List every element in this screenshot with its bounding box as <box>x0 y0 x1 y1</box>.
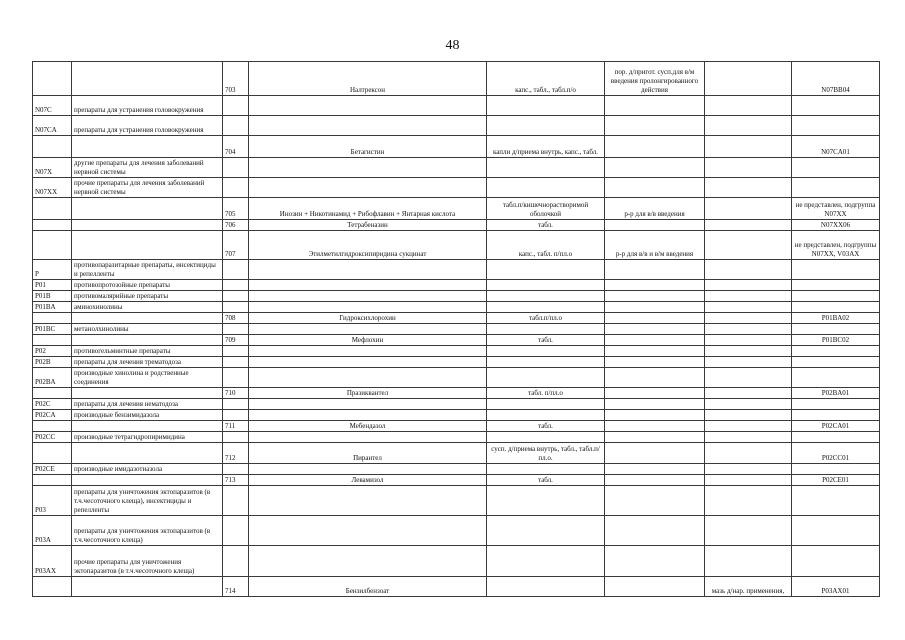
drug-name-cell: Этилметилгидроксипиридина сукцинат <box>249 231 487 260</box>
application-form-cell <box>705 357 792 368</box>
extra-form-cell <box>605 324 705 335</box>
item-number-cell <box>223 410 249 421</box>
dosage-form-cell <box>487 399 605 410</box>
atc-code-cell: N07BB04 <box>792 62 880 96</box>
item-number-cell: 709 <box>223 335 249 346</box>
item-number-cell <box>223 432 249 443</box>
drug-name-cell <box>249 486 487 516</box>
drug-name-cell <box>249 280 487 291</box>
application-form-cell <box>705 136 792 158</box>
drug-name-cell <box>249 368 487 388</box>
application-form-cell <box>705 62 792 96</box>
dosage-form-cell <box>487 577 605 597</box>
atc-code-cell <box>792 158 880 178</box>
application-form-cell <box>705 516 792 546</box>
dosage-form-cell <box>487 357 605 368</box>
extra-form-cell: р-р для в/в и в/м введения <box>605 231 705 260</box>
atc-code-cell <box>792 486 880 516</box>
atc-code-cell: P01BC02 <box>792 335 880 346</box>
group-description-cell <box>72 421 223 432</box>
item-number-cell <box>223 464 249 475</box>
table-row <box>33 260 880 280</box>
application-form-cell <box>705 280 792 291</box>
extra-form-cell <box>605 96 705 116</box>
dosage-form-cell: табл. <box>487 220 605 231</box>
extra-form-cell <box>605 399 705 410</box>
drug-list-table <box>32 61 880 597</box>
drug-name-cell <box>249 96 487 116</box>
drug-name-cell <box>249 116 487 136</box>
item-number-cell <box>223 260 249 280</box>
drug-name-cell: Мебендазол <box>249 421 487 432</box>
dosage-form-cell <box>487 291 605 302</box>
atc-group-code-cell <box>33 220 72 231</box>
application-form-cell <box>705 475 792 486</box>
atc-group-code-cell: P02CA <box>33 410 72 421</box>
group-description-cell: препараты для устранения головокружения <box>72 116 223 136</box>
group-description-cell <box>72 313 223 324</box>
item-number-cell: 710 <box>223 388 249 399</box>
application-form-cell <box>705 302 792 313</box>
atc-code-cell <box>792 302 880 313</box>
item-number-cell: 714 <box>223 577 249 597</box>
atc-group-code-cell <box>33 421 72 432</box>
application-form-cell <box>705 432 792 443</box>
group-description-cell <box>72 388 223 399</box>
extra-form-cell <box>605 220 705 231</box>
dosage-form-cell: табл. <box>487 475 605 486</box>
group-description-cell <box>72 62 223 96</box>
item-number-cell <box>223 546 249 577</box>
item-number-cell <box>223 324 249 335</box>
extra-form-cell <box>605 475 705 486</box>
table-row <box>33 443 880 464</box>
item-number-cell: 711 <box>223 421 249 432</box>
item-number-cell: 703 <box>223 62 249 96</box>
item-number-cell: 704 <box>223 136 249 158</box>
application-form-cell <box>705 313 792 324</box>
atc-group-code-cell <box>33 388 72 399</box>
dosage-form-cell <box>487 324 605 335</box>
dosage-form-cell <box>487 410 605 421</box>
group-description-cell: препараты для уничтожения эктопаразитов (в т.ч.чесоточного клеща) <box>72 516 223 546</box>
atc-code-cell <box>792 280 880 291</box>
item-number-cell <box>223 399 249 410</box>
drug-name-cell <box>249 158 487 178</box>
dosage-form-cell <box>487 546 605 577</box>
atc-code-cell <box>792 410 880 421</box>
item-number-cell <box>223 280 249 291</box>
dosage-form-cell: табл. <box>487 335 605 346</box>
application-form-cell <box>705 335 792 346</box>
atc-code-cell <box>792 399 880 410</box>
table-row <box>33 346 880 357</box>
atc-code-cell: P02CC01 <box>792 443 880 464</box>
drug-name-cell <box>249 410 487 421</box>
extra-form-cell <box>605 357 705 368</box>
atc-group-code-cell <box>33 136 72 158</box>
table-row <box>33 368 880 388</box>
drug-name-cell <box>249 346 487 357</box>
group-description-cell: противомалярийные препараты <box>72 291 223 302</box>
drug-name-cell: Левамизол <box>249 475 487 486</box>
table-row <box>33 464 880 475</box>
item-number-cell <box>223 116 249 136</box>
table-row <box>33 410 880 421</box>
extra-form-cell <box>605 486 705 516</box>
atc-group-code-cell: P03A <box>33 516 72 546</box>
application-form-cell <box>705 116 792 136</box>
dosage-form-cell: табл. <box>487 421 605 432</box>
application-form-cell <box>705 399 792 410</box>
drug-name-cell <box>249 432 487 443</box>
extra-form-cell <box>605 302 705 313</box>
atc-code-cell <box>792 432 880 443</box>
dosage-form-cell <box>487 96 605 116</box>
atc-group-code-cell: N07XX <box>33 178 72 198</box>
drug-name-cell <box>249 357 487 368</box>
table-row <box>33 313 880 324</box>
atc-group-code-cell <box>33 198 72 220</box>
application-form-cell <box>705 388 792 399</box>
table-row <box>33 357 880 368</box>
table-row <box>33 116 880 136</box>
application-form-cell <box>705 486 792 516</box>
extra-form-cell: пор. д/пригот. сусп.для в/м введения пролонгированного действия <box>605 62 705 96</box>
dosage-form-cell <box>487 346 605 357</box>
extra-form-cell <box>605 577 705 597</box>
atc-code-cell: P02BA01 <box>792 388 880 399</box>
atc-group-code-cell: P01BA <box>33 302 72 313</box>
atc-code-cell <box>792 464 880 475</box>
item-number-cell <box>223 178 249 198</box>
atc-code-cell <box>792 368 880 388</box>
atc-code-cell: P03AX01 <box>792 577 880 597</box>
application-form-cell <box>705 231 792 260</box>
drug-name-cell <box>249 516 487 546</box>
group-description-cell: производные бензимидазола <box>72 410 223 421</box>
table-row <box>33 136 880 158</box>
application-form-cell <box>705 260 792 280</box>
item-number-cell <box>223 291 249 302</box>
drug-name-cell <box>249 324 487 335</box>
group-description-cell: препараты для уничтожения эктопаразитов (в т.ч.чесоточного клеща), инсектициды и репелленты <box>72 486 223 516</box>
table-row <box>33 516 880 546</box>
item-number-cell <box>223 158 249 178</box>
extra-form-cell <box>605 260 705 280</box>
application-form-cell: мазь д/нар. применения, <box>705 577 792 597</box>
atc-code-cell: N07XX06 <box>792 220 880 231</box>
atc-group-code-cell <box>33 577 72 597</box>
group-description-cell <box>72 335 223 346</box>
application-form-cell <box>705 198 792 220</box>
group-description-cell: противопаразитарные препараты, инсектициды и репелленты <box>72 260 223 280</box>
drug-name-cell: Бензилбензоат <box>249 577 487 597</box>
table-row <box>33 388 880 399</box>
atc-code-cell <box>792 291 880 302</box>
drug-name-cell: Налтрексон <box>249 62 487 96</box>
table-row <box>33 475 880 486</box>
item-number-cell: 713 <box>223 475 249 486</box>
drug-name-cell <box>249 399 487 410</box>
extra-form-cell: р-р для в/в введения <box>605 198 705 220</box>
atc-group-code-cell: P02 <box>33 346 72 357</box>
dosage-form-cell <box>487 368 605 388</box>
extra-form-cell <box>605 335 705 346</box>
application-form-cell <box>705 546 792 577</box>
application-form-cell <box>705 346 792 357</box>
dosage-form-cell <box>487 260 605 280</box>
atc-group-code-cell: P01 <box>33 280 72 291</box>
atc-code-cell <box>792 324 880 335</box>
item-number-cell <box>223 368 249 388</box>
table-body <box>33 62 880 597</box>
item-number-cell: 705 <box>223 198 249 220</box>
atc-code-cell: N07CA01 <box>792 136 880 158</box>
dosage-form-cell <box>487 280 605 291</box>
drug-name-cell <box>249 464 487 475</box>
atc-group-code-cell <box>33 231 72 260</box>
group-description-cell: препараты для устранения головокружения <box>72 96 223 116</box>
item-number-cell <box>223 96 249 116</box>
dosage-form-cell: табл.п/кишечнорастворимой оболочкой <box>487 198 605 220</box>
drug-name-cell <box>249 291 487 302</box>
extra-form-cell <box>605 291 705 302</box>
extra-form-cell <box>605 388 705 399</box>
atc-code-cell: P01BA02 <box>792 313 880 324</box>
table-row <box>33 486 880 516</box>
group-description-cell <box>72 220 223 231</box>
application-form-cell <box>705 220 792 231</box>
atc-group-code-cell: N07X <box>33 158 72 178</box>
application-form-cell <box>705 178 792 198</box>
dosage-form-cell: капс., табл., табл.п/о <box>487 62 605 96</box>
atc-group-code-cell: P02C <box>33 399 72 410</box>
item-number-cell: 712 <box>223 443 249 464</box>
dosage-form-cell <box>487 158 605 178</box>
table-row <box>33 291 880 302</box>
dosage-form-cell: табл.п/пл.о <box>487 313 605 324</box>
application-form-cell <box>705 421 792 432</box>
extra-form-cell <box>605 421 705 432</box>
atc-code-cell <box>792 516 880 546</box>
table-row <box>33 324 880 335</box>
dosage-form-cell <box>487 464 605 475</box>
group-description-cell: производные хинолина и родственные соединения <box>72 368 223 388</box>
extra-form-cell <box>605 158 705 178</box>
item-number-cell <box>223 486 249 516</box>
table-row <box>33 577 880 597</box>
extra-form-cell <box>605 136 705 158</box>
extra-form-cell <box>605 443 705 464</box>
atc-group-code-cell: P02BA <box>33 368 72 388</box>
group-description-cell: прочие препараты для лечения заболеваний нервной системы <box>72 178 223 198</box>
atc-group-code-cell: P03AX <box>33 546 72 577</box>
table-row <box>33 220 880 231</box>
item-number-cell <box>223 302 249 313</box>
atc-code-cell <box>792 260 880 280</box>
extra-form-cell <box>605 178 705 198</box>
atc-code-cell: P02CE01 <box>792 475 880 486</box>
atc-group-code-cell <box>33 475 72 486</box>
atc-code-cell <box>792 357 880 368</box>
group-description-cell <box>72 443 223 464</box>
atc-group-code-cell: P01B <box>33 291 72 302</box>
table-row <box>33 546 880 577</box>
drug-name-cell: Тетрабеназин <box>249 220 487 231</box>
application-form-cell <box>705 368 792 388</box>
dosage-form-cell <box>487 432 605 443</box>
page-number: 48 <box>445 38 460 53</box>
table-row <box>33 231 880 260</box>
atc-group-code-cell: P02CC <box>33 432 72 443</box>
atc-code-cell: не представлен, подгруппы N07XX, V03AX <box>792 231 880 260</box>
drug-name-cell: Мефлохин <box>249 335 487 346</box>
atc-code-cell <box>792 546 880 577</box>
application-form-cell <box>705 443 792 464</box>
dosage-form-cell <box>487 302 605 313</box>
group-description-cell <box>72 231 223 260</box>
item-number-cell <box>223 346 249 357</box>
drug-name-cell <box>249 302 487 313</box>
extra-form-cell <box>605 546 705 577</box>
group-description-cell: производные тетрагидропиримидина <box>72 432 223 443</box>
extra-form-cell <box>605 368 705 388</box>
drug-name-cell <box>249 546 487 577</box>
dosage-form-cell <box>487 116 605 136</box>
drug-name-cell: Гидроксихлорохин <box>249 313 487 324</box>
extra-form-cell <box>605 346 705 357</box>
atc-group-code-cell: N07C <box>33 96 72 116</box>
item-number-cell <box>223 357 249 368</box>
atc-code-cell <box>792 346 880 357</box>
atc-group-code-cell <box>33 443 72 464</box>
drug-name-cell <box>249 178 487 198</box>
atc-group-code-cell <box>33 62 72 96</box>
atc-code-cell: P02CA01 <box>792 421 880 432</box>
extra-form-cell <box>605 313 705 324</box>
atc-code-cell <box>792 96 880 116</box>
application-form-cell <box>705 158 792 178</box>
atc-group-code-cell: P02CE <box>33 464 72 475</box>
table-row <box>33 62 880 96</box>
application-form-cell <box>705 291 792 302</box>
item-number-cell <box>223 516 249 546</box>
extra-form-cell <box>605 116 705 136</box>
atc-group-code-cell: N07CA <box>33 116 72 136</box>
dosage-form-cell: табл. п/пл.о <box>487 388 605 399</box>
atc-group-code-cell: P02B <box>33 357 72 368</box>
dosage-form-cell <box>487 486 605 516</box>
drug-name-cell: Инозин + Никотинамид + Рибофлавин + Янтарная кислота <box>249 198 487 220</box>
group-description-cell <box>72 577 223 597</box>
group-description-cell: метанолхинолины <box>72 324 223 335</box>
extra-form-cell <box>605 410 705 421</box>
group-description-cell <box>72 198 223 220</box>
group-description-cell: противогельминтные препараты <box>72 346 223 357</box>
atc-group-code-cell <box>33 313 72 324</box>
table-row <box>33 178 880 198</box>
group-description-cell: препараты для лечения нематодоза <box>72 399 223 410</box>
atc-code-cell <box>792 178 880 198</box>
group-description-cell: производные имидазотиазола <box>72 464 223 475</box>
drug-name-cell: Пирантел <box>249 443 487 464</box>
table-row <box>33 198 880 220</box>
group-description-cell <box>72 475 223 486</box>
dosage-form-cell <box>487 178 605 198</box>
application-form-cell <box>705 324 792 335</box>
application-form-cell <box>705 464 792 475</box>
extra-form-cell <box>605 464 705 475</box>
drug-name-cell: Празиквантел <box>249 388 487 399</box>
item-number-cell: 707 <box>223 231 249 260</box>
table-row <box>33 399 880 410</box>
atc-code-cell: не представлен, подгруппа N07XX <box>792 198 880 220</box>
group-description-cell: прочие препараты для уничтожения эктопаразитов (в т.ч.чесоточного клеща) <box>72 546 223 577</box>
table-row <box>33 302 880 313</box>
application-form-cell <box>705 410 792 421</box>
atc-group-code-cell: P01BC <box>33 324 72 335</box>
table-row <box>33 432 880 443</box>
atc-group-code-cell: P03 <box>33 486 72 516</box>
extra-form-cell <box>605 432 705 443</box>
table-row <box>33 335 880 346</box>
atc-group-code-cell <box>33 335 72 346</box>
dosage-form-cell: сусп. д/приема внутрь, табл., табл.п/пл.о. <box>487 443 605 464</box>
group-description-cell <box>72 136 223 158</box>
table-row <box>33 158 880 178</box>
drug-name-cell <box>249 260 487 280</box>
table-row <box>33 421 880 432</box>
group-description-cell: противопротозойные препараты <box>72 280 223 291</box>
item-number-cell: 708 <box>223 313 249 324</box>
dosage-form-cell: капли д/приема внутрь, капс., табл. <box>487 136 605 158</box>
group-description-cell: препараты для лечения трематодоза <box>72 357 223 368</box>
item-number-cell: 706 <box>223 220 249 231</box>
table-row <box>33 96 880 116</box>
application-form-cell <box>705 96 792 116</box>
atc-group-code-cell: P <box>33 260 72 280</box>
dosage-form-cell <box>487 516 605 546</box>
table-row <box>33 280 880 291</box>
drug-name-cell: Бетагистин <box>249 136 487 158</box>
extra-form-cell <box>605 516 705 546</box>
group-description-cell: аминохинолины <box>72 302 223 313</box>
atc-code-cell <box>792 116 880 136</box>
dosage-form-cell: капс., табл. п/пл.о <box>487 231 605 260</box>
extra-form-cell <box>605 280 705 291</box>
group-description-cell: другие препараты для лечения заболеваний нервной системы <box>72 158 223 178</box>
